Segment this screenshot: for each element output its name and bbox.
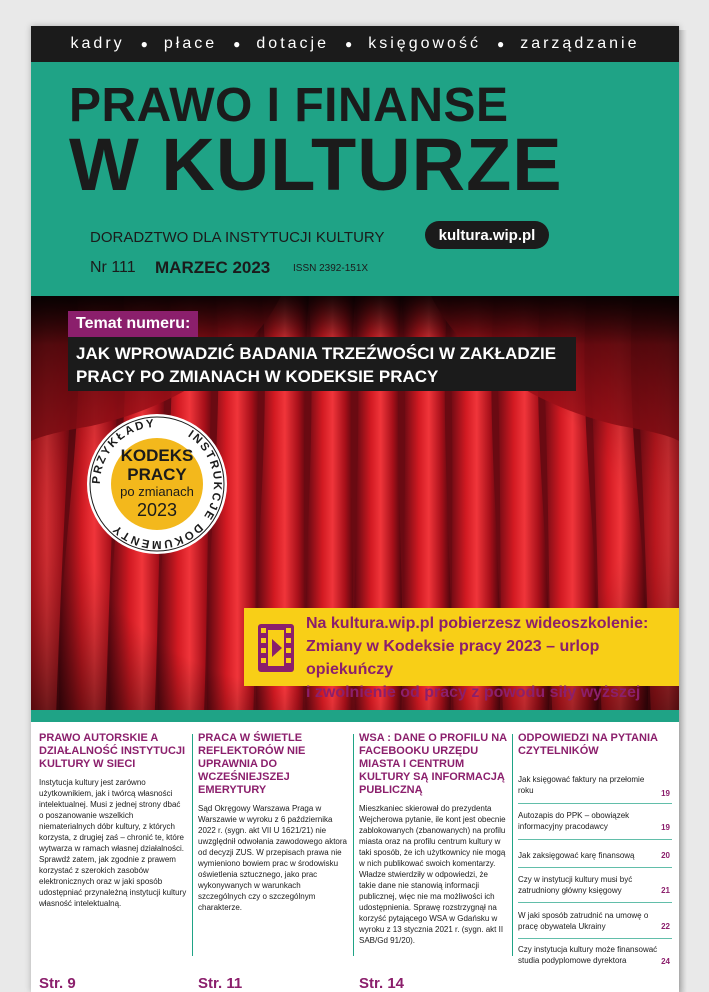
category-bar xyxy=(31,26,679,62)
faq-item[interactable] xyxy=(518,944,678,966)
faq-divider xyxy=(518,938,672,939)
seal-line1: KODEKS xyxy=(120,446,194,465)
bullet-icon: ● xyxy=(233,37,241,51)
category-place: płace xyxy=(163,35,218,52)
article-body: Instytucja kultury jest zarówno użytkownikiem, jak i twórcą własności intelektualnej. Musi z jednej strony dbać o poszanowanie wszelkich niematerialnych dóbr kultury, z których korzysta, z drugiej zaś – chronić te, które wytwarza w ramach własnej działalności. Sprawdź zatem, jak zgodnie z prawem korzystać z szerokich zasobów elektronicznych oraz w jaki sposób udostępniać przynależną instytucji kultury własność intelektualną. xyxy=(39,778,187,908)
website-link[interactable]: kultura.wip.pl xyxy=(425,221,549,249)
faq-question: W jaki sposób zatrudnić na umowę o pracę obywatela Ukrainy xyxy=(518,911,649,931)
masthead-title-line2: W KULTURZE xyxy=(69,123,563,206)
faq-item[interactable] xyxy=(518,810,678,832)
article-page-ref: Str. 9 xyxy=(39,975,76,992)
issue-date: MARZEC 2023 xyxy=(155,258,271,277)
faq-question: Autozapis do PPK – obowiązek informacyjny pracodawcy xyxy=(518,811,630,831)
feature-tag: Temat numeru: xyxy=(68,311,198,337)
category-ksiegowosc: księgowość xyxy=(368,35,481,52)
faq-divider xyxy=(518,803,672,804)
seal-text xyxy=(111,446,203,521)
article-title: PRACA W ŚWIETLE REFLEKTORÓW NIE UPRAWNIA DO WCZEŚNIEJSZEJ EMERYTURY xyxy=(198,732,306,796)
faq-column xyxy=(518,732,676,758)
seal-ring-word-przyklady: PRZYKŁADY xyxy=(90,417,157,485)
category-zarzadzanie: zarządzanie xyxy=(520,35,640,52)
promo-line1: Na kultura.wip.pl pobierzesz wideoszkolenie: xyxy=(306,615,649,632)
faq-divider xyxy=(518,902,672,903)
issn-number: ISSN 2392-151X xyxy=(293,263,369,274)
faq-question: Czy instytucja kultury może finansować studia podyplomowe dyrektora xyxy=(518,945,658,965)
faq-question: Jak księgować faktury na przełomie roku xyxy=(518,775,645,795)
magazine-cover xyxy=(31,26,679,992)
article-page-ref: Str. 14 xyxy=(359,975,405,992)
faq-page-number: 24 xyxy=(661,957,670,966)
faq-page-number: 21 xyxy=(661,886,670,895)
promo-line2: Zmiany w Kodeksie pracy 2023 – urlop opiekuńczy xyxy=(306,638,600,678)
faq-page-number: 20 xyxy=(661,851,670,860)
faq-item[interactable] xyxy=(518,774,678,796)
category-kadry: kadry xyxy=(70,35,125,52)
article-column-3 xyxy=(359,732,507,946)
divider-strip xyxy=(31,710,679,722)
article-body: Sąd Okręgowy Warszawa Praga w Warszawie w wyroku z 6 października 2022 r. (sygn. akt VII U 1621/21) nie uwzględnił odwołania zawodowego aktora od decyzji ZUS. W przepisach prawa nie wymieniono bowiem prac w środowisku oświetlenia sztucznego, jako prac wykonywanych w warunkach szczególnych czy o szczególnym charakterze. xyxy=(198,804,347,912)
column-divider xyxy=(192,734,193,956)
article-title: PRAWO AUTORSKIE A DZIAŁALNOŚĆ INSTYTUCJI KULTURY W SIECI xyxy=(39,732,186,770)
faq-question: Czy w instytucji kultury musi być zatrudniony główny księgowy xyxy=(518,875,633,895)
video-film-icon[interactable] xyxy=(258,624,294,672)
seal-line3: po zmianach xyxy=(120,484,194,499)
masthead-subtitle: DORADZTWO DLA INSTYTUCJI KULTURY xyxy=(90,229,385,246)
promo-line3: i zwolnienie od pracy z powodu siły wyższej xyxy=(306,684,641,701)
faq-page-number: 19 xyxy=(661,823,670,832)
article-body: Mieszkaniec skierował do prezydenta Wejcherowa pytanie, ile kont jest obecnie zablokowanych (zbanowanych) na profilu miasta oraz na profilu centrum kultury w taki sposób, że ich użytkownicy nie mogą w nich publikować swoich komentarzy. Władze stwierdziły w odpowiedzi, że takie dane nie stanowią informacji publicznej, więc nie ma możliwości ich udostępnienia. Sprawę rozstrzygnął na korzyść pytającego WSA w Gdańsku w wyroku z 13 stycznia 2021 r. (sygn. akt II SAB/Gd 91/20). xyxy=(359,804,506,945)
bullet-icon: ● xyxy=(140,37,148,51)
column-divider xyxy=(353,734,354,956)
seal-line4: 2023 xyxy=(136,500,178,520)
faq-page-number: 19 xyxy=(661,789,670,798)
column-divider xyxy=(512,734,513,956)
issue-number: Nr 111 xyxy=(90,259,136,276)
faq-divider xyxy=(518,839,672,840)
faq-item[interactable] xyxy=(518,910,678,932)
masthead-title-line1: PRAWO I FINANSE xyxy=(69,79,509,132)
faq-title: ODPOWIEDZI NA PYTANIA CZYTELNIKÓW xyxy=(518,732,658,757)
article-title: WSA : DANE O PROFILU NA FACEBOOKU URZĘDU MIASTA I CENTRUM KULTURY SĄ INFORMACJĄ PUBLICZNĄ xyxy=(359,732,507,796)
faq-item[interactable] xyxy=(518,850,678,861)
article-column-1 xyxy=(39,732,187,909)
faq-divider xyxy=(518,867,672,868)
bullet-icon: ● xyxy=(496,37,505,51)
article-page-ref: Str. 11 xyxy=(198,975,243,992)
seal-ring-word-dokumenty: DOKUMENTY xyxy=(109,520,205,551)
faq-item[interactable] xyxy=(518,874,678,896)
bullet-icon: ● xyxy=(344,37,353,51)
seal-line2: PRACY xyxy=(127,465,187,484)
feature-headline: JAK WPROWADZIĆ BADANIA TRZEŹWOŚCI W ZAKŁADZIE PRACY PO ZMIANACH W KODEKSIE PRACY xyxy=(68,337,576,391)
article-column-2 xyxy=(198,732,348,913)
seal-ring-word-instrukcje: INSTRUKCJE xyxy=(185,428,224,523)
promo-text[interactable] xyxy=(306,612,678,704)
category-dotacje: dotacje xyxy=(256,35,329,52)
page-shadow xyxy=(679,30,687,992)
faq-question: Jak zaksięgować karę finansową xyxy=(518,851,635,860)
faq-page-number: 22 xyxy=(661,922,670,931)
